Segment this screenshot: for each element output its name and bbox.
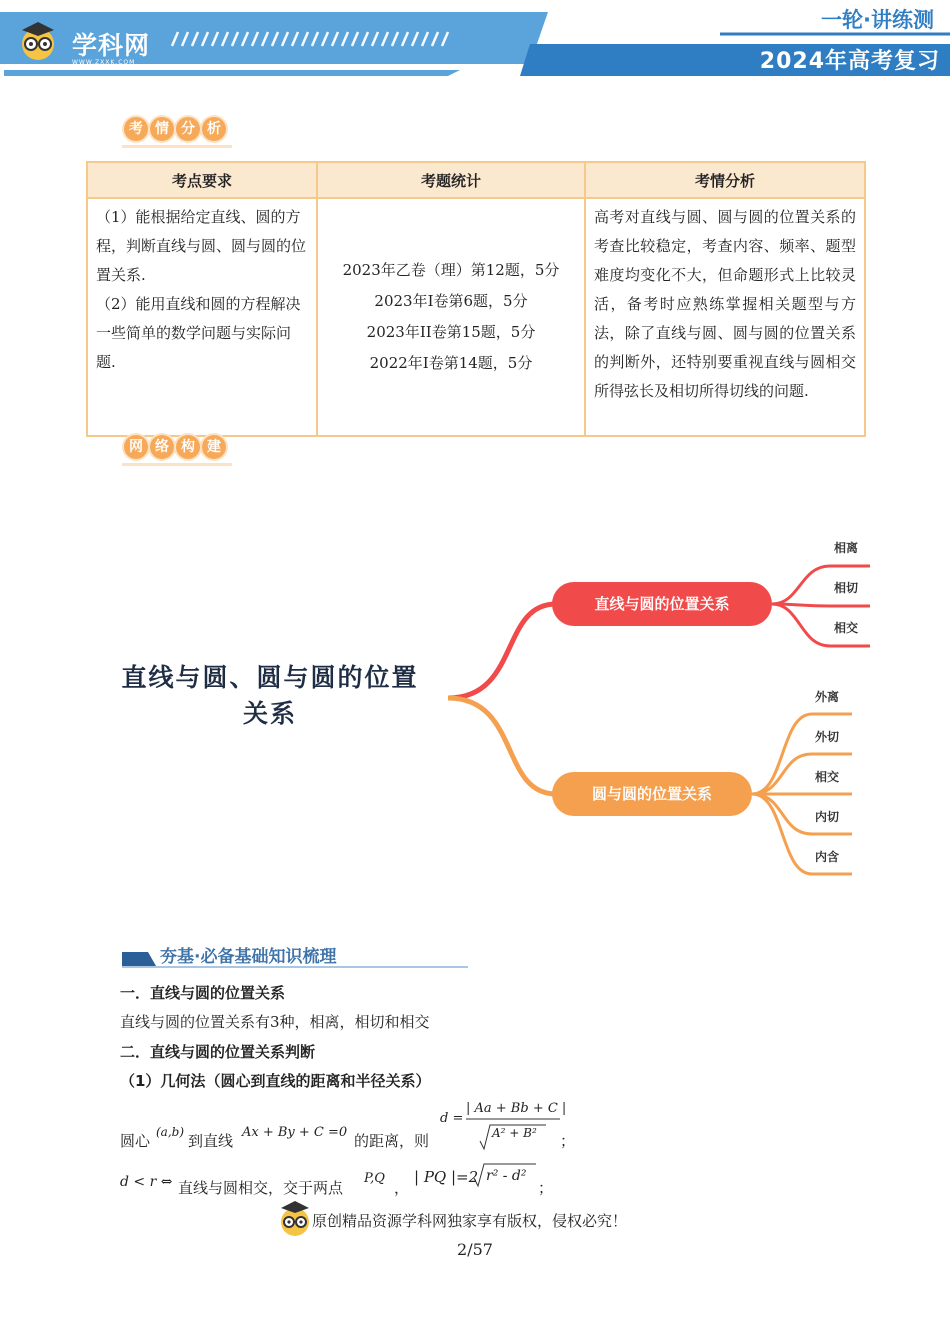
- distance-text-1: 圆心: [120, 1132, 151, 1150]
- year-title: 2024年高考复习: [759, 49, 940, 74]
- semicolon: ；: [560, 1132, 576, 1150]
- mindmap-leaf: 内含: [815, 850, 840, 864]
- copyright-note: 原创精品资源学科网独家享有版权，侵权必究！: [312, 1212, 628, 1230]
- chord-formula: | PQ |=2: [414, 1168, 479, 1186]
- line-equation: Ax + By + C =0: [242, 1125, 348, 1140]
- mindmap-center: 直线与圆、圆与圆的位置关系: [121, 663, 419, 728]
- badge-char: 建: [202, 435, 226, 459]
- mindmap-branch-circle-circle: 圆与圆的位置关系: [552, 772, 752, 816]
- center-coords: (a,b): [156, 1125, 185, 1139]
- heading-2: 二．直线与圆的位置关系判断: [120, 1043, 316, 1061]
- stat-item: 2022年I卷第14题，5分: [369, 354, 533, 372]
- table-header: 考点要求: [87, 162, 317, 198]
- mindmap-leaf: 相交: [815, 770, 840, 784]
- stat-item: 2023年I卷第6题，5分: [374, 292, 528, 310]
- mascot-icon: [277, 1198, 313, 1238]
- badge-char: 分: [176, 117, 200, 141]
- paragraph: 直线与圆的位置关系有3种，相离，相切和相交: [120, 1013, 430, 1031]
- mindmap-leaf: 相离: [834, 541, 859, 555]
- mindmap-leaf: 外切: [815, 730, 840, 744]
- intersect-condition: d < r ⇔: [120, 1174, 173, 1190]
- section-title: 夯基·必备基础知识梳理: [160, 947, 337, 967]
- points-pq: P,Q: [364, 1171, 385, 1186]
- distance-denominator: A² + B²: [492, 1126, 537, 1140]
- mindmap-leaf: 相切: [834, 581, 859, 595]
- requirement-item: （2）能用直线和圆的方程解决一些简单的数学问题与实际问题.: [96, 295, 301, 371]
- requirement-item: （1）能根据给定直线、圆的方程，判断直线与圆、圆与圆的位置关系.: [96, 208, 307, 284]
- badge-char: 构: [176, 435, 200, 459]
- analysis-cell: 高考对直线与圆、圆与圆的位置关系的考查比较稳定，考查内容、频率、题型难度均变化不大，但命题形式上比较灵活，备考时应熟练掌握相关题型与方法，除了直线与圆、圆与圆的位置关系的判断外，还特别要重视直线与圆相交所得弦长及相切所得切线的问题.: [585, 198, 865, 436]
- chord-root: r² - d²: [486, 1168, 527, 1184]
- badge-char: 网: [124, 435, 148, 459]
- logo-url: WWW.ZXXK.COM: [72, 59, 136, 66]
- distance-d: d =: [440, 1111, 464, 1126]
- semicolon: ；: [538, 1179, 554, 1197]
- distance-numerator: | Aa + Bb + C |: [466, 1101, 567, 1116]
- heading-3: （1）几何法（圆心到直线的距离和半径关系）: [120, 1072, 431, 1090]
- intersect-text: 直线与圆相交，交于两点: [178, 1179, 344, 1197]
- badge-char: 考: [124, 117, 148, 141]
- mindmap-leaf: 相交: [834, 621, 859, 635]
- series-title: 一轮·讲练测: [821, 8, 934, 32]
- stat-item: 2023年乙卷（理）第12题，5分: [342, 261, 560, 279]
- badge-char: 析: [202, 117, 226, 141]
- comma: ，: [394, 1179, 410, 1197]
- logo-text: 学科网: [72, 31, 151, 60]
- table-header: 考题统计: [317, 162, 585, 198]
- distance-text-2: 到直线: [188, 1132, 234, 1150]
- badge-char: 情: [150, 117, 174, 141]
- mindmap-branch-line-circle: 直线与圆的位置关系: [552, 582, 772, 626]
- heading-1: 一．直线与圆的位置关系: [120, 984, 286, 1002]
- mindmap-leaf: 内切: [815, 810, 840, 824]
- table-header: 考情分析: [585, 162, 865, 198]
- mindmap-leaf: 外离: [815, 690, 840, 704]
- page-number: 2/57: [457, 1240, 493, 1259]
- stat-item: 2023年II卷第15题，5分: [366, 323, 536, 341]
- distance-text-3: 的距离，则: [354, 1132, 430, 1150]
- badge-char: 络: [150, 435, 174, 459]
